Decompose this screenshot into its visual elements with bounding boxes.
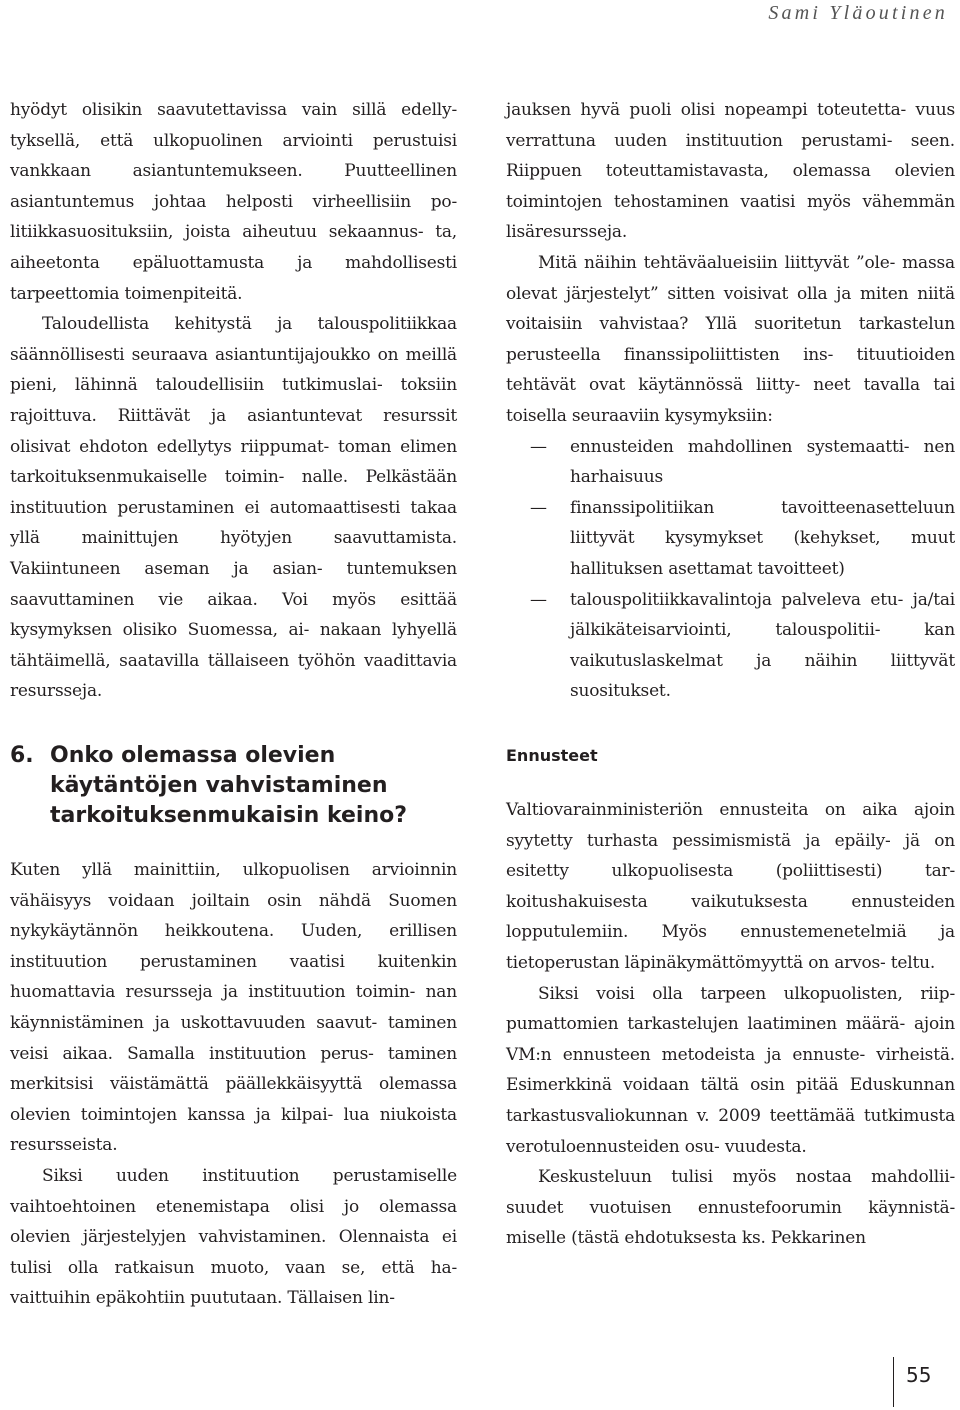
page-number-rule bbox=[893, 1357, 894, 1407]
running-header-author: Sami Yläoutinen bbox=[768, 2, 948, 24]
paragraph-arrangements: Mitä näihin tehtäväalueisiin liittyvät ”ole- massa olevat järjestelyt” sitten voisivat olla ja miten niitä voitaisiin vahvistaa? Yllä suoritetun tarkastelun perusteella finanssipoliittisten ins- tituutioiden tehtävät ovat käytännössä liitty- neet tavalla tai toisella seuraaviin kysymyksiin: bbox=[506, 252, 955, 426]
paragraph-resources: Taloudellista kehitystä ja talouspolitiikkaa säännöllisesti seuraava asiantuntijajoukko on meillä pieni, lähinnä taloudellisiin tutkimuslai- toksiin rajoittuva. Riittävät ja asiantuntevat resurssit olisivat ehdoton edellytys riippumat- toman elimen tarkoituksenmukaiselle toimin- nalle. Pelkästään instituution perustaminen ei automaattisesti takaa yllä mainittujen hyötyjen saavuttamista. Vakiintuneen aseman ja asian- tuntemuksen saavuttaminen vie aikaa. Voi myös esittää kysymyksen olisiko Suomessa, ai- nakaan lyhyellä tähtäimellä, saatavilla tällaiseen työhön vaadittavia resursseja. bbox=[10, 314, 457, 702]
paragraph-forecast-forum: Keskusteluun tulisi myös nostaa mahdollii- suudet vuotuisen ennustefoorumin käynnistä- miselle (tästä ehdotuksesta ks. Pekkarinen bbox=[506, 1167, 955, 1249]
right-column-bottom bbox=[506, 795, 955, 1254]
section-number: 6. bbox=[10, 743, 34, 768]
paragraph-forecasts: Valtiovarainministeriön ennusteita on aika ajoin syytetty turhasta pessimismistä ja epäily- jä on esitetty ulkopuolisesta (poliittisesti) tar- koitushakuisesta vaikutuksesta ennusteiden lopputulemiin. Myös ennustemenetelmiä ja tietoperustan läpinäkymättömyyttä on arvos- teltu. bbox=[506, 800, 955, 973]
left-column-top bbox=[10, 95, 457, 707]
list-item: — talouspolitiikkavalintoja palveleva etu- ja/tai jälkikäteisarviointi, talouspolitii- kan vaikutuslaskelmat ja näihin liittyvät suositukset. bbox=[506, 585, 955, 707]
list-item: — finanssipolitiikan tavoitteenasetteluun liittyvät kysymykset (kehykset, muut hallituksen asettamat tavoitteet) bbox=[506, 493, 955, 585]
paragraph-alternative: Siksi uuden instituution perustamiselle vaihtoehtoinen etenemistapa olisi jo olemassa olevien järjestelyjen vahvistaminen. Olennaista ei tulisi olla ratkaisun muoto, vaan se, että ha- vaittuihin epäkohtiin puututaan. Tällaisen lin- bbox=[10, 1165, 457, 1309]
paragraph-expertise: hyödyt olisikin saavutettavissa vain sillä edelly- tyksellä, että ulkopuolinen arviointi perustuisi vankkaan asiantuntemukseen. Puutteellinen asiantuntemus johtaa helposti virheellisiin po- litiikkasuosituksiin, joista aiheutuu sekaannus- ta, aiheetonta epäluottamusta ja mahdollisesti tarpeettomia toimenpiteitä. bbox=[10, 100, 457, 304]
left-column-bottom bbox=[10, 855, 457, 1314]
section-heading bbox=[10, 741, 465, 831]
page-number: 55 bbox=[906, 1363, 932, 1387]
subheading-ennusteet: Ennusteet bbox=[506, 746, 598, 765]
section-title: Onko olemassa olevien käytäntöjen vahvistaminen tarkoituksenmukaisin keino? bbox=[50, 743, 407, 828]
right-column-top bbox=[506, 95, 955, 707]
question-list bbox=[506, 432, 955, 707]
list-item: — ennusteiden mahdollinen systemaatti- nen harhaisuus bbox=[506, 432, 955, 493]
paragraph-continuation: jauksen hyvä puoli olisi nopeampi toteutetta- vuus verrattuna uuden instituution perustami- seen. Riippuen toteuttamistavasta, olemassa olevien toimintojen tehostaminen vaatisi myös vähemmän lisäresursseja. bbox=[506, 100, 955, 243]
paragraph-independent-review: Siksi voisi olla tarpeen ulkopuolisten, riip- pumattomien tarkastelujen laatiminen määrä- ajoin VM:n ennusteen metodeista ja ennuste- virheistä. Esimerkkinä voidaan tältä osin pitää Eduskunnan tarkastusvaliokunnan v. 2009 teettämää tutkimusta verotuloennusteiden osu- vuudesta. bbox=[506, 983, 955, 1157]
paragraph-external-evaluation: Kuten yllä mainittiin, ulkopuolisen arvioinnin vähäisyys voidaan joiltain osin nähdä Suomen nykykäytännön heikkoutena. Uuden, erillisen instituution perustaminen vaatisi kuitenkin huomattavia resursseja ja instituution toimin- nan käynnistäminen ja uskottavuuden saavut- taminen veisi aikaa. Samalla instituution perus- taminen merkitsisi väistämättä päällekkäisyyttä olemassa olevien toimintojen kanssa ja kilpai- lua niukoista resursseista. bbox=[10, 860, 457, 1156]
